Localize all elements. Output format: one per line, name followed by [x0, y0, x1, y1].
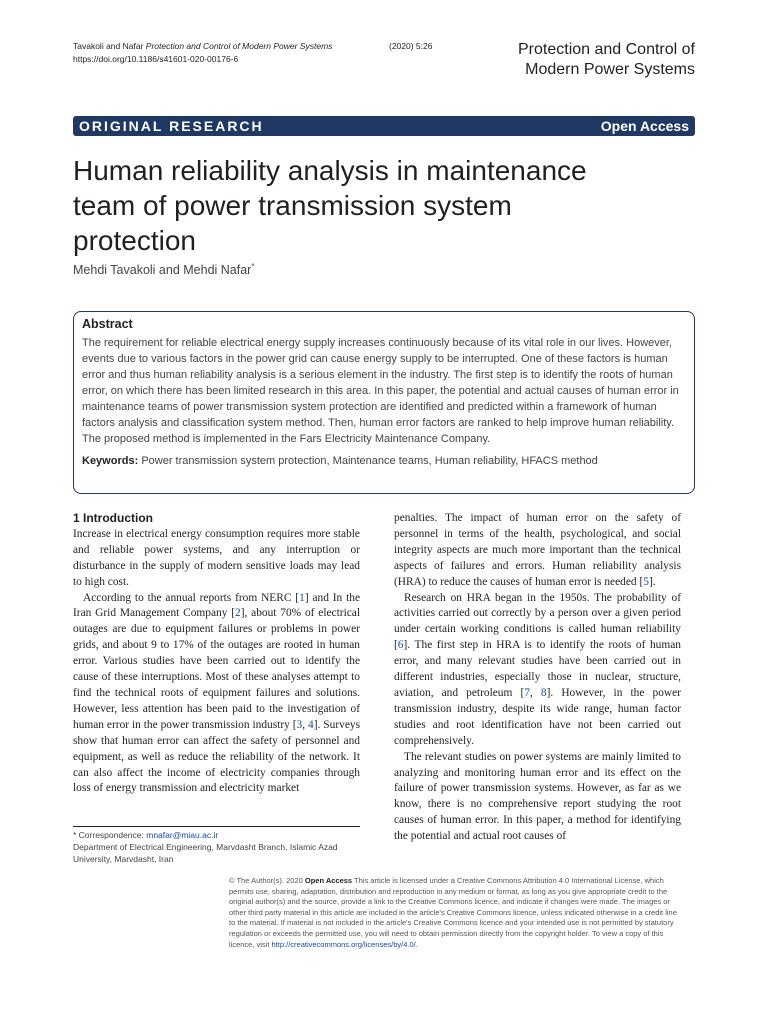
header-doi[interactable]: https://doi.org/10.1186/s41601-020-00176-6 — [73, 54, 239, 64]
paragraph: Increase in electrical energy consumption requires more stable and reliable power systems, and any interruption or disturbance in the supply of modern sensitive loads may lead to high cost. — [73, 527, 360, 588]
article-type-label: ORIGINAL RESEARCH — [79, 118, 264, 134]
keywords-label: Keywords: — [82, 455, 139, 467]
journal-name — [518, 40, 695, 80]
author-list — [73, 262, 254, 277]
license-open-access: Open Access — [304, 876, 353, 885]
body-column-right — [394, 511, 681, 845]
journal-name-line1: Protection and Control of — [518, 41, 695, 58]
text: Research on HRA began in the 1950s. The probability of activities carried out correctly by a person over a given period under certain working conditions is called human reliability [ — [394, 591, 681, 652]
abstract-text: The requirement for reliable electrical energy supply increases continuously because of its vital role in our lives. However, events due to various factors in the power grid can cause energy supply to be interrupted. One of these factors is human error and thus human reliability analysis is a serious element in the industry. The first step is to identify the roots of human error, on which there has been limited research in this area. In this paper, the potential and actual causes of human error in maintenance teams of power transmission system protection are identified and predicted within a framework of human factors analysis and classification system method. Then, human error factors are ranked to help improve human reliability. The proposed method is implemented in the Fars Electricity Maintenance Company. — [82, 337, 679, 445]
citation-link[interactable]: 5 — [643, 575, 649, 588]
paragraph — [394, 591, 681, 750]
footnote — [73, 829, 373, 865]
text: According to the annual reports from NERC [ — [83, 591, 300, 604]
abstract-heading: Abstract — [82, 317, 133, 331]
license-end: . — [415, 939, 418, 949]
running-header — [73, 40, 433, 66]
corresponding-mark: * — [251, 262, 255, 271]
correspondence-label: * Correspondence: — [73, 830, 147, 840]
text: ]. The first step in HRA is to identify the roots of human error, and many relevant studies have been carried out in different industries, especially those in nuclear, structure, aviation, and petroleum [ — [394, 639, 681, 699]
text: ]. Surveys show that human error can affect the safety of personnel and equipment, as well as reduce the reliability of the network. It can also affect the income of electricity companies through loss of energy transmission and electricity market — [73, 718, 360, 795]
article-title: Human reliability analysis in maintenance team of power transmission system protection — [73, 155, 587, 256]
article-type-banner — [73, 116, 695, 136]
license-notice — [229, 876, 679, 950]
text: ]. However, in the power transmission industry, despite its wide range, human factor studies and root identification have not been carried out comprehensively. — [394, 686, 681, 747]
citation-link[interactable]: 4 — [308, 718, 314, 731]
header-journal: Protection and Control of Modern Power Systems — [145, 41, 333, 51]
footnote-divider — [73, 826, 360, 827]
citation-link[interactable]: 3 — [296, 718, 303, 731]
paragraph — [394, 511, 681, 591]
text: ]. — [648, 575, 656, 588]
text: , — [302, 718, 309, 731]
open-access-label: Open Access — [600, 118, 689, 134]
affiliation: Department of Electrical Engineering, Marvdasht Branch, Islamic Azad University, Marvdasht, Iran — [73, 842, 338, 864]
citation-link[interactable]: 1 — [299, 591, 305, 604]
correspondence-email[interactable]: mnafar@miau.ac.ir — [146, 830, 219, 840]
license-text: This article is licensed under a Creative Commons Attribution 4.0 International License, which permits use, sharing, adaptation, distribution and reproduction in any medium or format, as long as you give appropriate credit to the original author(s) and the source, provide a link to the Creative Commons licence, and indicate if changes were made. The images or other third party material in this article are included in the article's Creative Commons licence, unless indicated otherwise in a credit line to the material. If material is not included in the article's Creative Commons licence and your intended use is not permitted by statutory regulation or exceeds the permitted use, you will need to obtain permission directly from the copyright holder. To view a copy of this licence, visit — [229, 876, 677, 949]
abstract-box — [73, 311, 695, 494]
paragraph — [73, 591, 360, 798]
text: ] and In the Iran Grid Management Company [ — [73, 591, 361, 620]
paragraph: The relevant studies on power systems are mainly limited to analyzing and monitoring human error and its effect on the failure of power transmission systems. However, as far as we know, there is no comprehensive report studying the root causes of human error. In this paper, a method for identifying the potential and actual root causes of — [394, 750, 681, 843]
keywords — [82, 453, 686, 469]
text: , — [529, 686, 541, 699]
section-heading: 1 Introduction — [73, 511, 153, 525]
text: ], about 70% of electrical outages are due to equipment failures or problems in power grids, and about 9 to 17% of the outages are rooted in human error. Various studies have been carried out to identify the cause of these interruptions. Most of these analyses attempt to find the technical roots of equipment failures and solutions. However, less attention has been paid to the investigation of human error in the power transmission industry [ — [73, 607, 361, 731]
header-volume: (2020) 5:26 — [389, 41, 433, 51]
citation-link[interactable]: 8 — [540, 686, 547, 699]
author-names: Mehdi Tavakoli and Mehdi Nafar — [73, 263, 252, 278]
keywords-list: Power transmission system protection, Maintenance teams, Human reliability, HFACS method — [141, 455, 598, 467]
citation-link[interactable]: 2 — [235, 607, 241, 620]
text: penalties. The impact of human error on the safety of personnel in terms of the health, psychological, and social integrity aspects are much more important than the technical aspects of failures and errors. Human reliability analysis (HRA) to reduce the causes of human error is needed [ — [394, 512, 681, 588]
citation-link[interactable]: 7 — [524, 686, 530, 699]
journal-name-line2: Modern Power Systems — [525, 61, 695, 78]
header-authors: Tavakoli and Nafar — [73, 41, 144, 51]
license-prefix: © The Author(s). 2020 — [229, 876, 305, 885]
citation-link[interactable]: 6 — [397, 639, 404, 652]
license-url[interactable]: http://creativecommons.org/licenses/by/4.0/ — [271, 939, 416, 949]
body-column-left — [73, 511, 360, 797]
